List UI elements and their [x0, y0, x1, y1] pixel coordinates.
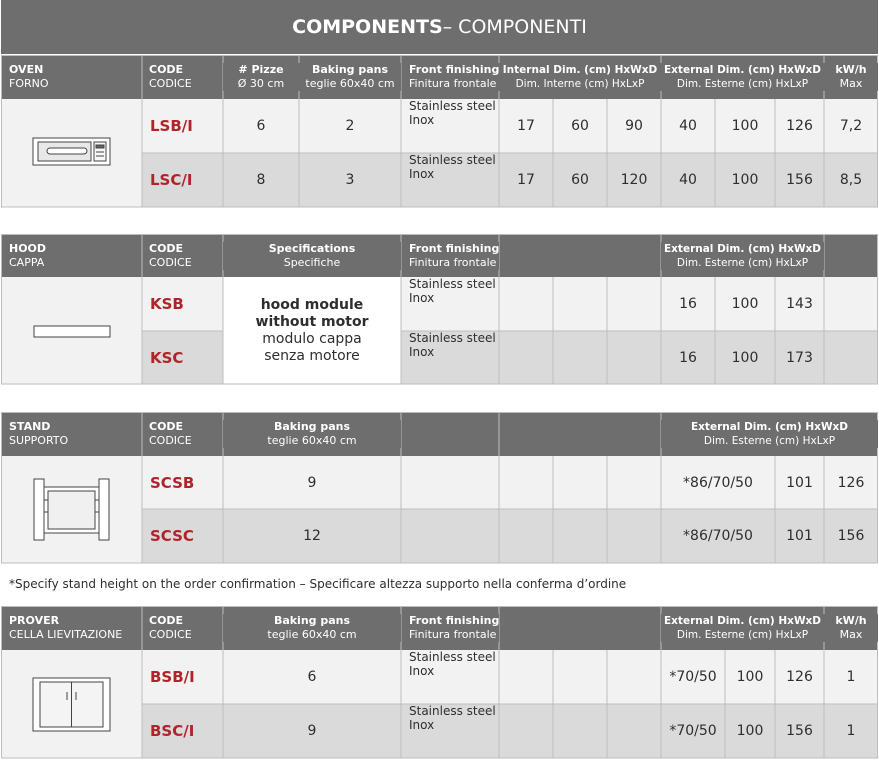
- hood-spec-header: Specifications Specifiche: [223, 242, 401, 270]
- stand-pans-cell: 12: [303, 528, 321, 544]
- oven-finish-cell: Stainless steel Inox: [409, 99, 496, 127]
- prover-code-header: CODE CODICE: [149, 614, 192, 641]
- oven-pizze-header: # Pizze Ø 30 cm: [223, 63, 299, 91]
- stand-pans-cell: 9: [307, 474, 317, 491]
- prover-pans-cell: 6: [307, 669, 317, 685]
- oven-pizze-cell: 8: [256, 172, 266, 188]
- hood-external-header: External Dim. (cm) HxWxD Dim. Esterne (cm) HxLxP: [661, 242, 824, 270]
- stand-ext-d-cell: 126: [837, 474, 865, 491]
- hood-ext-h-cell: 16: [679, 349, 697, 366]
- oven-pizze-cell: 6: [256, 118, 266, 134]
- oven-kw-cell: 7,2: [839, 118, 863, 134]
- prover-ext-h-cell: *70/50: [669, 669, 717, 685]
- hood-spec-cell: hood module without motor modulo cappa senza motore: [255, 296, 369, 364]
- oven-pans-header: Baking pans teglie 60x40 cm: [299, 63, 401, 91]
- prover-finish-cell: Stainless steel Inox: [409, 650, 496, 678]
- hood-code-cell: KSB: [150, 295, 184, 313]
- stand-external-header: External Dim. (cm) HxWxD Dim. Esterne (cm) HxLxP: [661, 420, 878, 448]
- stand-ext-w-cell: 101: [786, 474, 813, 491]
- stand-ext-h-cell: *86/70/50: [683, 528, 753, 544]
- oven-code-cell: LSC/I: [150, 171, 193, 189]
- prover-section-title: PROVER CELLA LIEVITAZIONE: [9, 614, 123, 641]
- hood-finish-header: Front finishing Finitura frontale: [409, 242, 500, 269]
- oven-int-w-cell: 60: [571, 118, 589, 134]
- oven-finish-cell: Stainless steel Inox: [409, 153, 496, 181]
- hood-section-title: HOOD CAPPA: [9, 242, 47, 269]
- prover-kw-cell: 1: [846, 669, 856, 685]
- oven-external-header: External Dim. (cm) HxWxD Dim. Esterne (cm) HxLxP: [661, 63, 824, 91]
- prover-kw-cell: 1: [846, 723, 856, 739]
- oven-finish-header: Front finishing Finitura frontale: [409, 63, 500, 90]
- prover-ext-w-cell: 100: [736, 669, 764, 685]
- oven-ext-h-cell: 40: [679, 172, 697, 188]
- stand-code-cell: SCSC: [150, 527, 194, 545]
- hood-ext-d-cell: 173: [786, 349, 813, 366]
- title-bold: COMPONENTS: [292, 16, 443, 38]
- hood-ext-w-cell: 100: [731, 296, 759, 312]
- oven-int-w-cell: 60: [571, 172, 589, 188]
- oven-code-header: CODE CODICE: [149, 63, 192, 90]
- prover-icon: [33, 678, 110, 731]
- prover-pans-header: Baking pans teglie 60x40 cm: [223, 614, 401, 642]
- oven-pans-cell: 3: [345, 172, 355, 188]
- prover-code-cell: BSB/I: [150, 668, 195, 686]
- prover-external-header: External Dim. (cm) HxWxD Dim. Esterne (cm) HxLxP: [661, 614, 824, 642]
- oven-internal-header: Internal Dim. (cm) HxWxD Dim. Interne (cm) HxLxP: [499, 63, 661, 91]
- oven-int-d-cell: 120: [620, 172, 648, 188]
- stand-section-title: STAND SUPPORTO: [9, 420, 69, 447]
- title-rest: – COMPONENTI: [442, 16, 587, 38]
- prover-pans-cell: 9: [307, 723, 317, 739]
- hood-finish-cell: Stainless steel Inox: [409, 331, 496, 359]
- oven-ext-h-cell: 40: [679, 118, 697, 134]
- oven-ext-d-cell: 126: [786, 118, 813, 134]
- stand-pans-header: Baking pans teglie 60x40 cm: [223, 420, 401, 448]
- oven-pans-cell: 2: [345, 118, 355, 134]
- hood-code-header: CODE CODICE: [149, 242, 192, 269]
- prover-kw-header: kW/h Max: [824, 614, 878, 642]
- oven-ext-d-cell: 156: [786, 172, 813, 188]
- prover-ext-d-cell: 156: [786, 723, 813, 739]
- stand-ext-w-cell: 101: [786, 528, 813, 544]
- oven-ext-w-cell: 100: [731, 172, 759, 188]
- oven-icon: [33, 138, 110, 165]
- prover-ext-h-cell: *70/50: [669, 723, 717, 739]
- hood-icon: [34, 326, 110, 337]
- hood-ext-d-cell: 143: [786, 296, 813, 312]
- stand-code-cell: SCSB: [150, 473, 195, 492]
- oven-kw-header: kW/h Max: [824, 63, 878, 91]
- oven-int-h-cell: 17: [517, 172, 535, 188]
- prover-finish-cell: Stainless steel Inox: [409, 704, 496, 732]
- stand-ext-d-cell: 156: [837, 528, 865, 544]
- stand-ext-h-cell: *86/70/50: [683, 474, 753, 491]
- prover-finish-header: Front finishing Finitura frontale: [409, 614, 500, 641]
- prover-code-cell: BSC/I: [150, 722, 195, 740]
- stand-icon: [34, 479, 109, 540]
- oven-code-cell: LSB/I: [150, 117, 193, 135]
- prover-ext-d-cell: 126: [786, 669, 813, 685]
- oven-int-d-cell: 90: [625, 118, 643, 134]
- hood-ext-w-cell: 100: [731, 349, 759, 366]
- stand-height-note: *Specify stand height on the order confirmation – Specificare altezza supporto nella conferma d’ordine: [9, 577, 627, 591]
- oven-int-h-cell: 17: [517, 118, 535, 134]
- hood-finish-cell: Stainless steel Inox: [409, 277, 496, 305]
- hood-ext-h-cell: 16: [679, 296, 697, 312]
- oven-ext-w-cell: 100: [731, 118, 759, 134]
- stand-code-header: CODE CODICE: [149, 420, 192, 447]
- oven-section-title: OVEN FORNO: [9, 63, 49, 90]
- prover-ext-w-cell: 100: [736, 723, 764, 739]
- oven-kw-cell: 8,5: [839, 172, 863, 188]
- hood-code-cell: KSC: [150, 348, 184, 367]
